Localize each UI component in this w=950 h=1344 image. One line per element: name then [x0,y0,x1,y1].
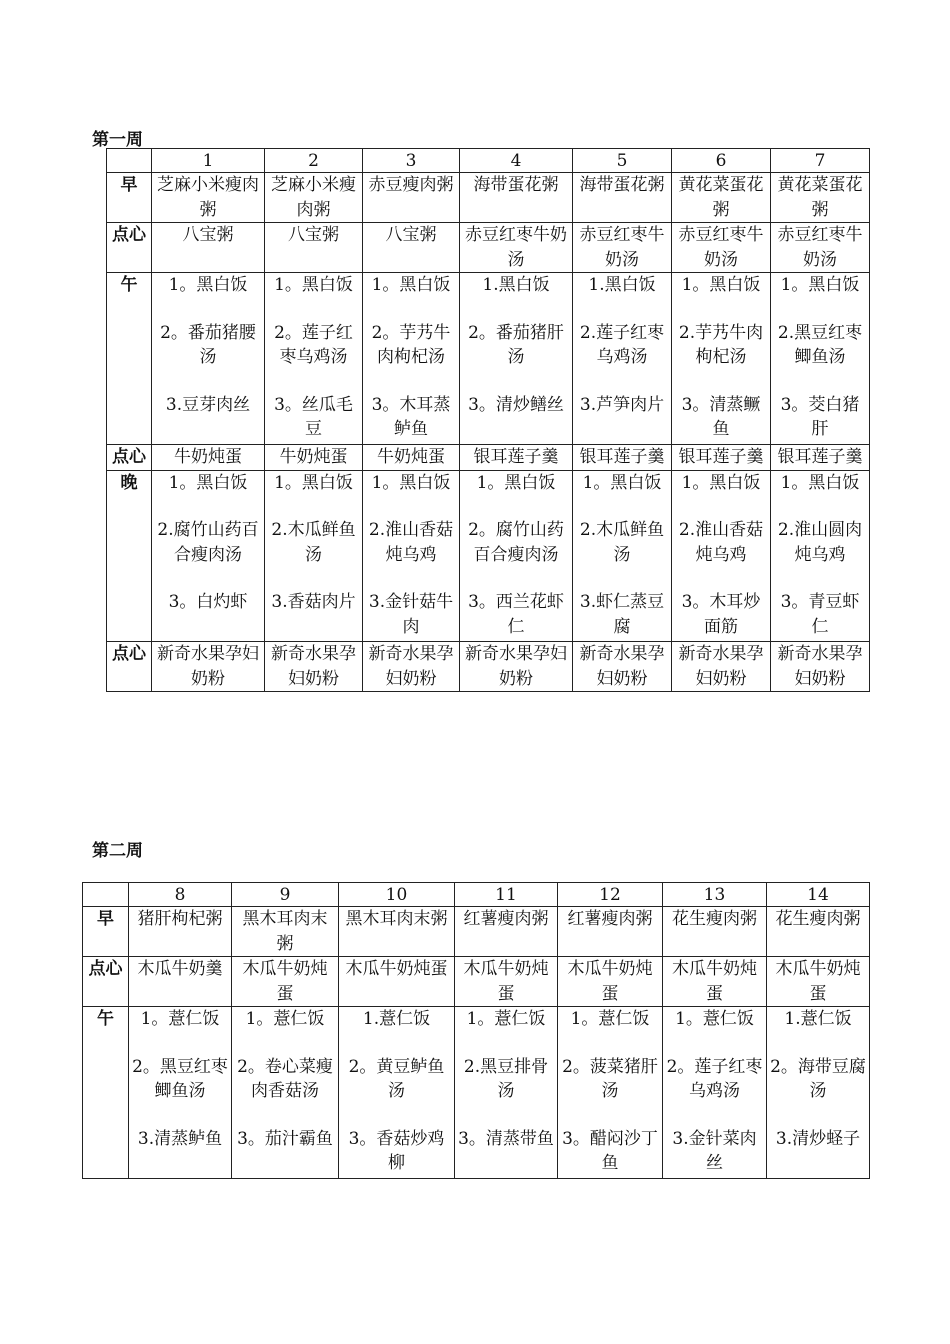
dish-item: 2.淮山香菇炖乌鸡 [678,520,764,565]
dish-item: 3。香菇炒鸡柳 [348,1128,445,1173]
meal-cell [672,273,771,445]
meal-cell [573,642,672,692]
meal-cell [129,1007,232,1179]
meal-cell [558,907,663,957]
dish-item: 新奇水果孕妇奶粉 [579,644,665,689]
dish-item: 3.芦笋肉片 [579,394,665,415]
day-number: 6 [672,149,771,173]
day-number: 14 [767,883,870,907]
day-number: 12 [558,883,663,907]
dish-item: 1.薏仁饭 [784,1009,852,1029]
item-gap [235,1104,335,1127]
day-number: 1 [152,149,265,173]
week-1-title: 第一周 [92,130,143,150]
item-gap [463,370,569,393]
item-gap [366,370,456,393]
item-gap [458,1104,554,1127]
dish-item: 2。莲子红枣乌鸡汤 [666,1056,763,1101]
dish-item: 八宝粥 [385,225,437,245]
meal-cell [152,273,265,445]
meal-row [107,470,870,642]
item-gap [268,567,359,590]
dish-item: 2.莲子红枣乌鸡汤 [579,322,665,367]
dish-item: 3.金针菜肉丝 [672,1128,757,1173]
dish-item: 木瓜牛奶炖蛋 [345,959,448,979]
meal-label: 午 [107,273,152,445]
dish-item: 银耳莲子羹 [777,446,863,467]
dish-item: 1。薏仁饭 [570,1009,650,1029]
dish-item: 1。薏仁饭 [140,1009,220,1029]
dish-item: 3。青豆虾仁 [780,592,860,637]
week-2-menu-table [82,882,870,1179]
meal-cell [663,957,767,1007]
dish-item: 1。黑白饭 [780,275,860,295]
item-gap [770,1032,866,1055]
item-gap [342,1032,451,1055]
dish-item: 海带蛋花粥 [473,175,559,195]
dish-item: 赤豆红枣牛奶汤 [777,225,863,270]
meal-cell [339,1007,455,1179]
item-gap [463,495,569,518]
meal-cell [460,642,573,692]
dish-item: 红薯瘦肉粥 [567,909,653,929]
item-gap [268,298,359,321]
item-gap [155,370,261,393]
dish-item: 赤豆红枣牛奶汤 [579,225,665,270]
meal-cell [232,957,339,1007]
item-gap [675,495,767,518]
dish-item: 黄花菜蛋花粥 [777,175,863,220]
meal-cell [339,907,455,957]
meal-row [83,1007,870,1179]
dish-item: 2。腐竹山药百合瘦肉汤 [468,520,564,565]
dish-item: 3。丝瓜毛豆 [274,394,353,439]
dish-item: 3.清蒸鲈鱼 [137,1128,223,1149]
dish-item: 2.黑豆排骨汤 [463,1056,549,1101]
dish-item: 2.芋艿牛肉枸杞汤 [678,322,764,367]
item-gap [463,298,569,321]
meal-cell [573,444,672,470]
meal-row [83,957,870,1007]
week-1-menu-table [106,148,870,692]
item-gap [675,370,767,393]
dish-item: 3.虾仁蒸豆腐 [579,592,665,637]
meal-cell [455,907,558,957]
dish-item: 3。木耳蒸鲈鱼 [371,394,451,439]
meal-label: 点心 [107,642,152,692]
item-gap [235,1032,335,1055]
meal-label: 早 [83,907,129,957]
meal-cell [152,223,265,273]
dish-item: 芝麻小米瘦肉粥 [157,175,259,220]
meal-row [107,223,870,273]
item-gap [458,1032,554,1055]
dish-item: 牛奶炖蛋 [174,446,242,467]
dish-item: 2.黑豆红枣鲫鱼汤 [777,322,863,367]
dish-item: 1。黑白饭 [371,472,451,493]
item-gap [342,1104,451,1127]
dish-item: 木瓜牛奶炖蛋 [242,959,328,1004]
dish-item: 2。黑豆红枣鲫鱼汤 [132,1056,228,1101]
item-gap [155,495,261,518]
meal-cell [771,223,870,273]
day-number: 9 [232,883,339,907]
dish-item: 赤豆瘦肉粥 [368,175,454,195]
meal-cell [363,223,460,273]
item-gap [666,1104,763,1127]
meal-cell [573,173,672,223]
dish-item: 1。黑白饭 [274,275,353,295]
meal-cell [460,470,573,642]
dish-item: 红薯瘦肉粥 [463,909,549,929]
day-number: 11 [455,883,558,907]
dish-item: 1。薏仁饭 [245,1009,325,1029]
dish-item: 2.木瓜鲜鱼汤 [271,520,356,565]
dish-item: 赤豆红枣牛奶汤 [678,225,764,270]
dish-item: 1.黑白饭 [588,275,656,295]
dish-item: 1。黑白饭 [274,472,353,493]
dish-item: 2.淮山圆肉炖乌鸡 [777,520,863,565]
meal-cell [265,173,363,223]
dish-item: 2.腐竹山药百合瘦肉汤 [157,520,259,565]
meal-cell [460,223,573,273]
meal-row [107,173,870,223]
dish-item: 新奇水果孕妇奶粉 [465,644,567,689]
meal-cell [663,1007,767,1179]
meal-cell [152,470,265,642]
meal-row [107,444,870,470]
dish-item: 2。卷心菜瘦肉香菇汤 [237,1056,333,1101]
item-gap [268,495,359,518]
meal-cell [455,957,558,1007]
meal-cell [265,273,363,445]
meal-cell [767,907,870,957]
dish-item: 1。黑白饭 [681,472,761,493]
meal-cell [363,273,460,445]
meal-label: 午 [83,1007,129,1179]
item-gap [774,370,866,393]
item-gap [561,1032,659,1055]
meal-cell [460,444,573,470]
dish-item: 牛奶炖蛋 [377,446,445,467]
dish-item: 赤豆红枣牛奶汤 [465,225,567,270]
dish-item: 木瓜牛奶炖蛋 [567,959,653,1004]
item-gap [366,298,456,321]
meal-cell [152,642,265,692]
dish-item: 2。番茄猪腰汤 [160,322,256,367]
meal-cell [663,907,767,957]
meal-cell [558,1007,663,1179]
corner-cell [107,149,152,173]
meal-label: 早 [107,173,152,223]
dish-item: 3.清炒蛏子 [775,1128,861,1149]
dish-item: 1。黑白饭 [476,472,556,493]
meal-cell [460,173,573,223]
meal-cell [767,957,870,1007]
meal-cell [363,173,460,223]
item-gap [132,1104,228,1127]
dish-item: 3.豆芽肉丝 [165,394,251,415]
dish-item: 2.淮山香菇炖乌鸡 [368,520,454,565]
dish-item: 新奇水果孕妇奶粉 [777,644,863,689]
dish-item: 2。海带豆腐汤 [770,1056,866,1101]
meal-cell [767,1007,870,1179]
dish-item: 八宝粥 [182,225,234,245]
dish-item: 银耳莲子羹 [473,446,559,467]
dish-item: 新奇水果孕妇奶粉 [157,644,259,689]
dish-item: 1。黑白饭 [582,472,662,493]
meal-label: 点心 [107,444,152,470]
dish-item: 海带蛋花粥 [579,175,665,195]
dish-item: 3。白灼虾 [168,592,248,612]
meal-row [83,907,870,957]
meal-cell [672,470,771,642]
dish-item: 新奇水果孕妇奶粉 [271,644,356,689]
meal-cell [152,444,265,470]
item-gap [366,495,456,518]
dish-item: 3。清蒸鳜鱼 [681,394,761,439]
item-gap [675,298,767,321]
day-number: 4 [460,149,573,173]
dish-item: 2。莲子红枣乌鸡汤 [274,322,353,367]
dish-item: 2。黄豆鲈鱼汤 [348,1056,445,1101]
meal-cell [129,907,232,957]
dish-item: 木瓜牛奶炖蛋 [775,959,861,1004]
meal-cell [363,642,460,692]
day-number: 8 [129,883,232,907]
meal-cell [265,223,363,273]
meal-row [107,642,870,692]
meal-cell [232,907,339,957]
dish-item: 1。黑白饭 [780,472,860,493]
dish-item: 猪肝枸杞粥 [137,909,223,929]
dish-item: 1.黑白饭 [482,275,550,295]
week-2-title: 第二周 [92,841,143,861]
meal-cell [265,470,363,642]
day-header-row [107,149,870,173]
meal-label: 点心 [83,957,129,1007]
meal-cell [771,470,870,642]
dish-item: 3。木耳炒面筋 [681,592,761,637]
dish-item: 牛奶炖蛋 [279,446,348,467]
dish-item: 3。茄汁霸鱼 [237,1128,333,1149]
dish-item: 新奇水果孕妇奶粉 [368,644,454,689]
item-gap [675,567,767,590]
meal-cell [460,273,573,445]
dish-item: 1。薏仁饭 [675,1009,754,1029]
meal-label: 点心 [107,223,152,273]
item-gap [268,370,359,393]
dish-item: 3。茭白猪肝 [780,394,860,439]
meal-cell [455,1007,558,1179]
item-gap [774,298,866,321]
meal-cell [771,444,870,470]
corner-cell [83,883,129,907]
meal-cell [672,444,771,470]
dish-item: 1.薏仁饭 [362,1009,431,1029]
item-gap [666,1032,763,1055]
dish-item: 1。薏仁饭 [466,1009,546,1029]
meal-label: 晚 [107,470,152,642]
dish-item: 木瓜牛奶炖蛋 [672,959,757,1004]
dish-item: 黑木耳肉末粥 [345,909,448,929]
dish-item: 2。菠菜猪肝汤 [562,1056,658,1101]
meal-cell [771,642,870,692]
dish-item: 1。黑白饭 [168,472,248,493]
dish-item: 2。番茄猪肝汤 [468,322,564,367]
dish-item: 银耳莲子羹 [678,446,764,467]
item-gap [463,567,569,590]
meal-row [107,273,870,445]
meal-cell [265,444,363,470]
day-number: 2 [265,149,363,173]
day-number: 13 [663,883,767,907]
item-gap [155,298,261,321]
item-gap [155,567,261,590]
meal-cell [672,642,771,692]
item-gap [770,1104,866,1127]
dish-item: 1。黑白饭 [371,275,451,295]
dish-item: 2。芋艿牛肉枸杞汤 [371,322,451,367]
meal-cell [265,642,363,692]
day-number: 3 [363,149,460,173]
day-number: 5 [573,149,672,173]
dish-item: 木瓜牛奶炖蛋 [463,959,549,1004]
day-header-row [83,883,870,907]
item-gap [576,495,668,518]
dish-item: 芝麻小米瘦肉粥 [271,175,356,220]
meal-cell [558,957,663,1007]
dish-item: 3。西兰花虾仁 [468,592,564,637]
dish-item: 黄花菜蛋花粥 [678,175,764,220]
dish-item: 1。黑白饭 [681,275,761,295]
dish-item: 花生瘦肉粥 [775,909,861,929]
dish-item: 2.木瓜鲜鱼汤 [579,520,665,565]
meal-cell [129,957,232,1007]
dish-item: 3。清蒸带鱼 [458,1128,554,1149]
dish-item: 1。黑白饭 [168,275,248,295]
dish-item: 花生瘦肉粥 [672,909,757,929]
item-gap [774,567,866,590]
dish-item: 3.香菇肉片 [271,592,356,612]
meal-cell [152,173,265,223]
meal-cell [573,273,672,445]
meal-cell [672,173,771,223]
item-gap [576,370,668,393]
dish-item: 黑木耳肉末粥 [242,909,328,954]
dish-item: 木瓜牛奶羹 [137,959,223,979]
dish-item: 新奇水果孕妇奶粉 [678,644,764,689]
day-number: 10 [339,883,455,907]
item-gap [576,567,668,590]
meal-cell [363,444,460,470]
meal-cell [672,223,771,273]
dish-item: 八宝粥 [288,225,339,245]
item-gap [132,1032,228,1055]
item-gap [774,495,866,518]
dish-item: 3。醋闷沙丁鱼 [562,1128,658,1173]
meal-cell [573,223,672,273]
meal-cell [363,470,460,642]
dish-item: 银耳莲子羹 [579,446,665,467]
item-gap [561,1104,659,1127]
item-gap [366,567,456,590]
dish-item: 3。清炒鳝丝 [468,394,564,415]
meal-cell [339,957,455,1007]
day-number: 7 [771,149,870,173]
meal-cell [232,1007,339,1179]
item-gap [576,298,668,321]
meal-cell [771,173,870,223]
meal-cell [573,470,672,642]
dish-item: 3.金针菇牛肉 [368,592,454,637]
meal-cell [771,273,870,445]
